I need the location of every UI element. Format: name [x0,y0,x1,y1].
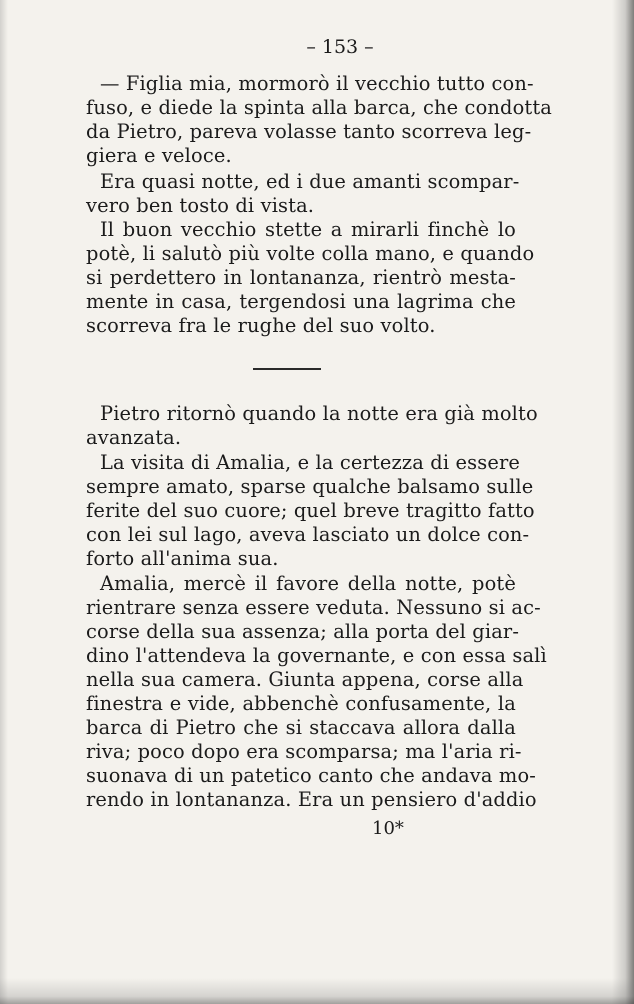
text-line: rendo in lontananza. Era un pensiero d'addio [86,788,537,811]
text-line: rientrare senza essere veduta. Nessuno si ac- [86,596,541,619]
text-line: mente in casa, tergendosi una lagrima che [86,290,516,313]
page-bottom-shadow [0,978,634,1004]
text-line: ferite del suo cuore; quel breve tragitto fatto [86,499,535,522]
text-line: potè, li salutò più volte colla mano, e quando [86,242,535,265]
text-line: si perdettero in lontananza, rientrò mesta- [86,266,516,289]
page-number-header [0,36,634,58]
page-right-shadow [612,0,634,1004]
page-left-shadow [0,0,8,1004]
text-line: con lei sul lago, aveva lasciato un dolce con- [86,523,530,546]
text-line: da Pietro, pareva volasse tanto scorreva leg- [86,120,532,143]
text-line: Pietro ritornò quando la notte era già molto [100,402,538,425]
text-line: suonava di un patetico canto che andava mo- [86,764,536,787]
text-line: finestra e vide, abbenchè confusamente, la [86,692,516,715]
text-line: barca di Pietro che si staccava allora dalla [86,716,516,739]
text-line: Amalia, mercè il favore della notte, potè [100,572,516,595]
signature-mark: 10* [372,818,404,839]
text-line: giera e veloce. [86,144,232,167]
text-line: scorreva fra le rughe del suo volto. [86,314,436,337]
text-line: dino l'attendeva la governante, e con essa salì [86,644,547,667]
text-line: vero ben tosto di vista. [86,194,315,217]
text-line: Era quasi notte, ed i due amanti scompar- [100,170,520,193]
text-line: forto all'anima sua. [86,547,279,570]
page-number: – 153 – [306,36,374,58]
text-line: riva; poco dopo era scomparsa; ma l'aria ri- [86,740,522,763]
text-line: — Figlia mia, mormorò il vecchio tutto con- [100,72,534,95]
text-line: nella sua camera. Giunta appena, corse alla [86,668,524,691]
text-line: corse della sua assenza; alla porta del giar- [86,620,520,643]
text-line: La visita di Amalia, e la certezza di essere [100,451,521,474]
section-divider [253,368,321,370]
text-line: avanzata. [86,426,182,449]
text-line: Il buon vecchio stette a mirarli finchè lo [100,218,516,241]
text-line: fuso, e diede la spinta alla barca, che condotta [86,96,553,119]
text-line: sempre amato, sparse qualche balsamo sulle [86,475,534,498]
